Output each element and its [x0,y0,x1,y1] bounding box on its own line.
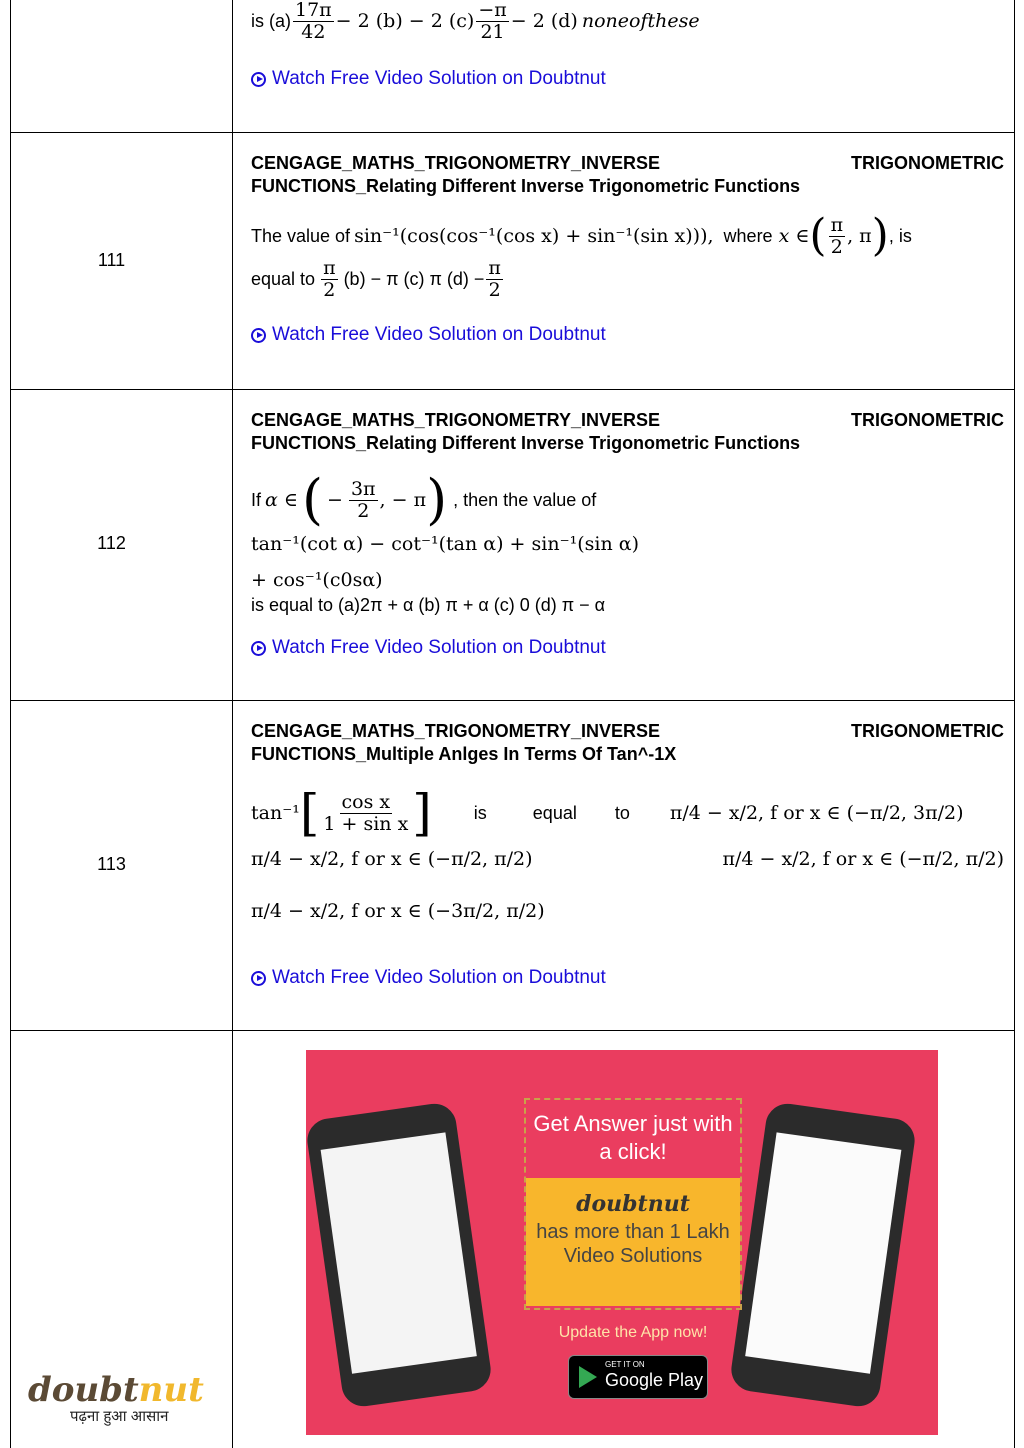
options-text: − 2 (b) − 2 (c) [335,10,475,33]
question-text [251,0,1004,43]
question-row-110 [11,0,1014,133]
play-icon [251,328,266,343]
watch-video-link[interactable]: Watch Free Video Solution on Doubtnut [251,967,606,989]
fraction: $\frac{17\pi}{42}$ [295,0,332,43]
question-row-113 [11,700,1014,1031]
promo-box [524,1098,742,1310]
option-a: π/4 − x/2, f or x ∈ (−π/2, 3π/2) [669,802,964,824]
question-heading: CENGAGE_MATHS_TRIGONOMETRY_INVERSE TRIGONOMETRIC FUNCTIONS_Relating Different Inverse Trigonometric Functions [251,153,1004,196]
question-content [251,152,1004,345]
question-text: tan⁻¹ [ $\frac{\text{cos x}}{\text{1 + sin x}}$ ] is equal to π/4 − x/2, f or x ∈ (−π/2, 3π/2) [251,784,964,842]
question-number: 112 [97,533,126,553]
phone-right-image [729,1101,918,1409]
option-d-text: noneofthese [581,10,700,33]
update-app-text: Update the App now! [558,1324,708,1341]
question-content [251,720,1004,988]
play-icon [251,72,266,87]
phone-left-image [306,1101,493,1409]
option-b: π/4 − x/2, f or x ∈ (−π/2, π/2) [251,848,533,870]
number-cell [11,0,233,132]
options-text: is equal to (a)2π + α (b) π + α (c) 0 (d) π − α [251,595,606,615]
watch-video-link[interactable]: Watch Free Video Solution on Doubtnut [251,637,606,659]
question-heading: CENGAGE_MATHS_TRIGONOMETRY_INVERSE TRIGONOMETRIC FUNCTIONS_Relating Different Inverse Trigonometric Functions [251,410,1004,453]
question-text: If α ∈ ( − $\frac{3\pi}{2}$ , − π ) , then the value of [251,468,597,531]
question-heading: CENGAGE_MATHS_TRIGONOMETRY_INVERSE TRIGONOMETRIC FUNCTIONS_Multiple Anlges In Terms Of Tan^-1X [251,721,1004,764]
question-content [251,409,1004,658]
google-play-icon [579,1366,597,1388]
google-play-button[interactable]: GET IT ON Google Play [568,1355,708,1399]
options-text: − 2 (d) [510,10,578,33]
question-number: 111 [97,250,126,270]
logo-tagline: पढ़ना हुआ आसान [70,1408,169,1425]
options-text: equal to $\frac{\pi}{2}$ (b) − π (c) π (d) − $\frac{\pi}{2}$ [251,257,501,301]
option-c: π/4 − x/2, f or x ∈ (−π/2, π/2) [722,848,1004,870]
play-icon [251,641,266,656]
watch-video-link[interactable]: Watch Free Video Solution on Doubtnut [251,68,606,90]
watch-video-link[interactable]: Watch Free Video Solution on Doubtnut [251,324,606,346]
more-than-text: has more than 1 Lakh Video Solutions [536,1221,730,1267]
play-icon [251,971,266,986]
expression-line: + cos⁻¹(c0sα) [251,569,383,591]
question-row-112 [11,389,1014,701]
get-answer-text: Get Answer just with a click! [533,1111,733,1164]
text-is-a: is (a) [251,10,291,31]
fraction: $\frac{-\pi}{21}$ [478,0,507,43]
option-d: π/4 − x/2, f or x ∈ (−3π/2, π/2) [251,900,545,922]
expression-line: tan⁻¹(cot α) − cot⁻¹(tan α) + sin⁻¹(sin α) [251,533,639,555]
doubtnut-footer-logo: doubtnut पढ़ना हुआ आसान [28,1370,218,1426]
app-promo-banner[interactable] [306,1050,938,1435]
question-number: 113 [97,854,126,874]
question-row-111 [11,132,1014,390]
question-text: The value of sin⁻¹(cos(cos⁻¹(cos x) + sin⁻¹(sin x))), where x ∈ ( $\frac{\pi}{2}$ , π ) , is [251,210,912,261]
doubtnut-logo: doubtnut [576,1191,690,1217]
